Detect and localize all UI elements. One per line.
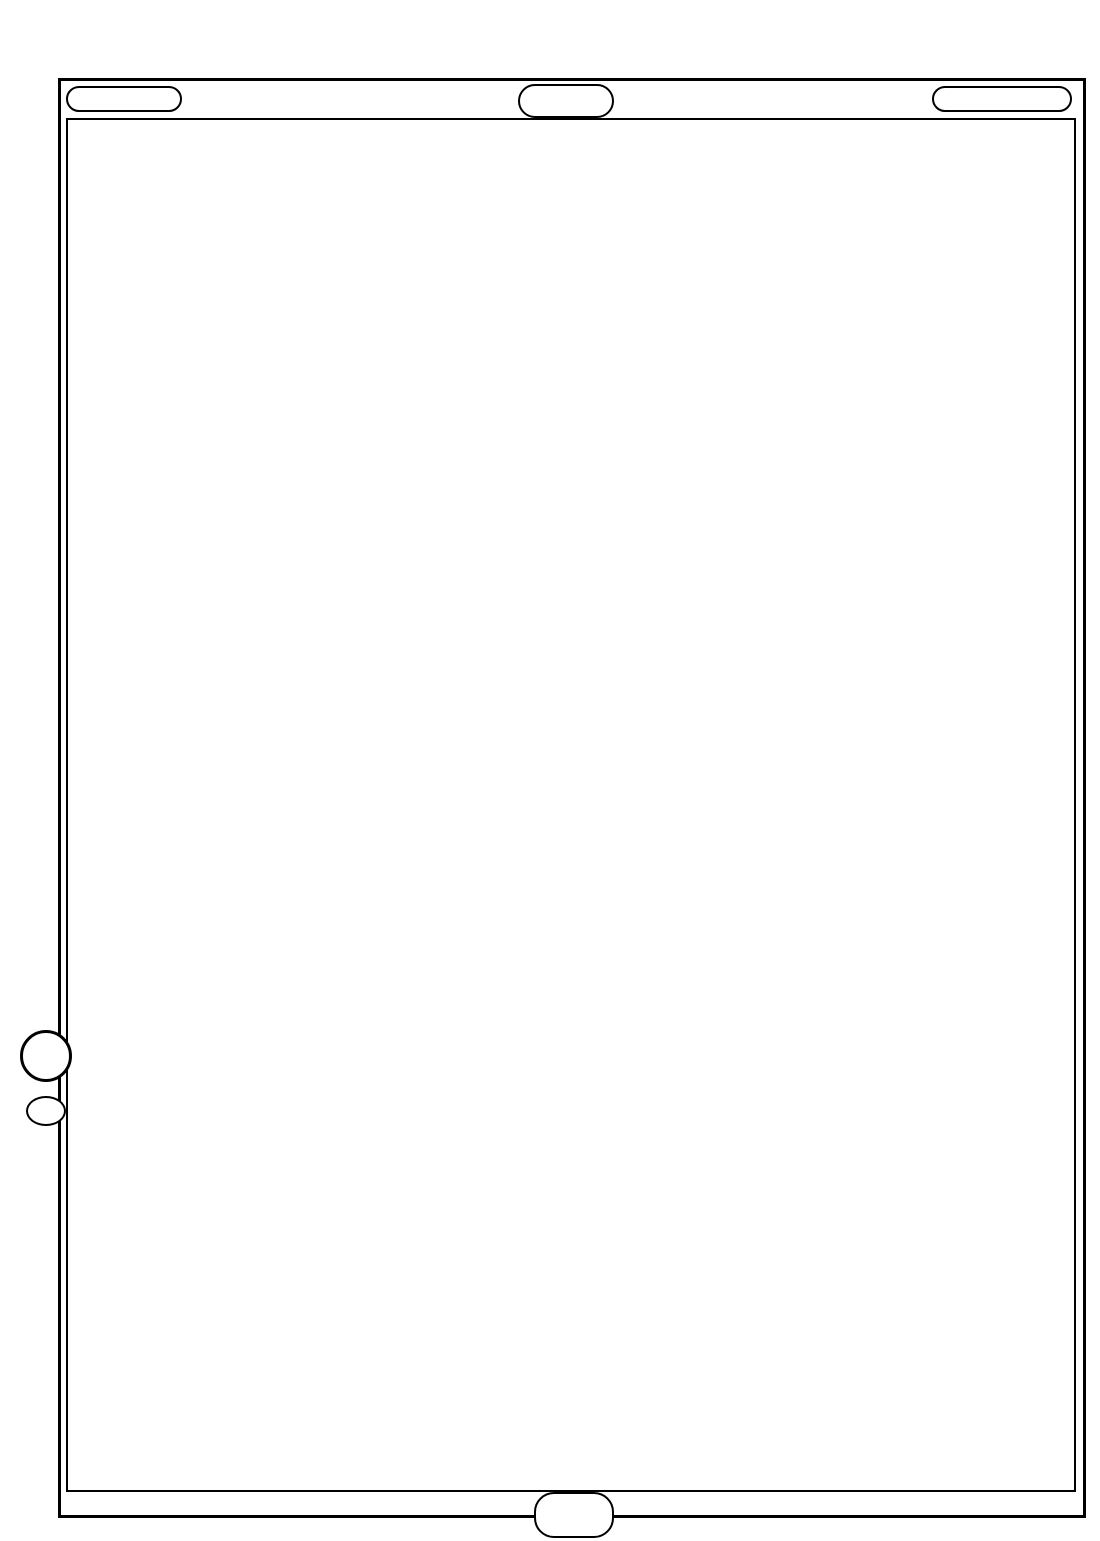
header-left-label [66,86,182,112]
header-right-label [932,86,1072,112]
page-number [518,84,614,118]
ruku-marker-icon [20,1030,72,1082]
manzil-badge [534,1492,614,1538]
ruku-count-bottom [26,1096,66,1126]
page-inner-border [66,118,1076,1492]
